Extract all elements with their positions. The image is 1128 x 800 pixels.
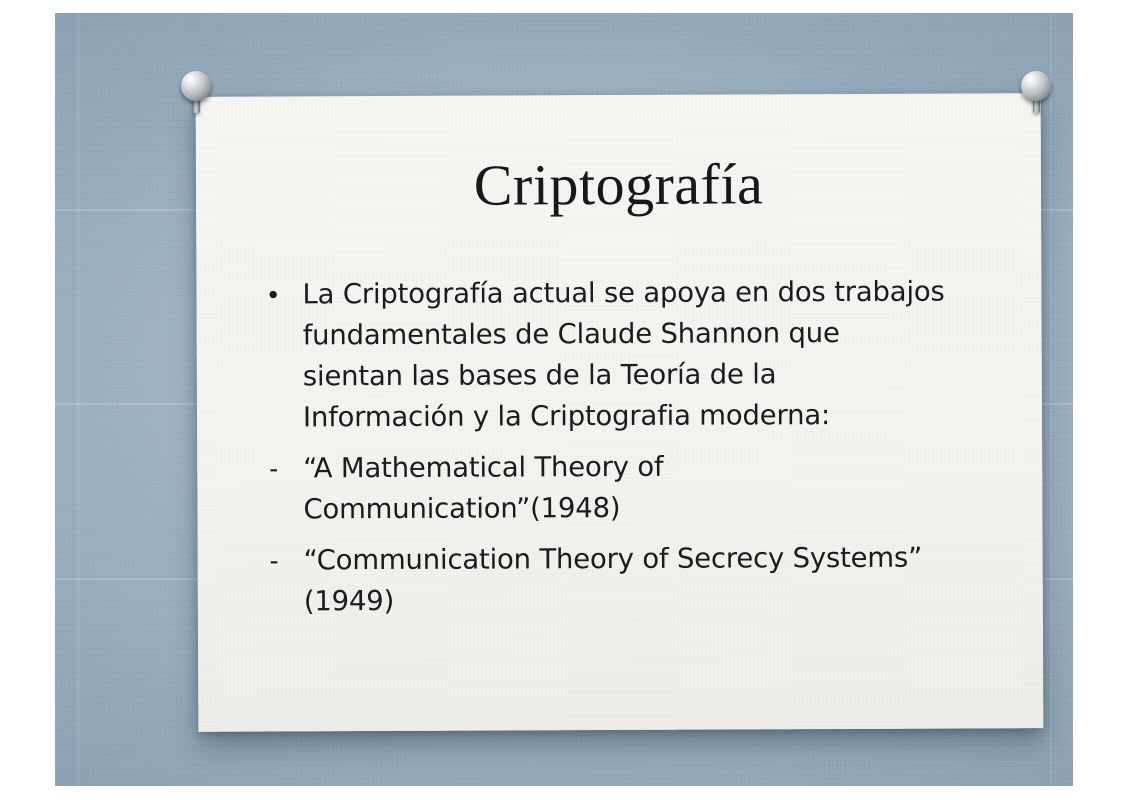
list-item [268, 271, 1009, 438]
background-seam-vertical [1050, 13, 1052, 786]
pushpin-head [1021, 71, 1051, 101]
slide-content [196, 93, 1044, 732]
paper-card [196, 93, 1044, 732]
bullet-marker-icon: - [269, 453, 279, 484]
list-item-text: “Communication Theory of Secrecy Systems” (1949) [303, 541, 923, 618]
pushpin-head [181, 71, 211, 101]
slide-background [55, 13, 1073, 786]
bullet-marker-icon: - [269, 545, 279, 576]
bullet-list [268, 271, 1010, 632]
list-item [269, 445, 1009, 530]
bullet-marker-icon: • [268, 279, 279, 310]
background-seam-vertical [77, 13, 79, 786]
list-item-text: “A Mathematical Theory of Communication”(1948) [303, 450, 664, 526]
list-item [270, 537, 1010, 622]
pushpin-icon [181, 71, 215, 115]
list-item-text: La Criptografía actual se apoya en dos trabajos fundamentales de Claude Shannon que sientan las bases de la Teoría de la Información y la Criptografia moderna: [302, 275, 945, 434]
page-title: Criptografía [473, 151, 764, 218]
pushpin-icon [1021, 71, 1055, 115]
